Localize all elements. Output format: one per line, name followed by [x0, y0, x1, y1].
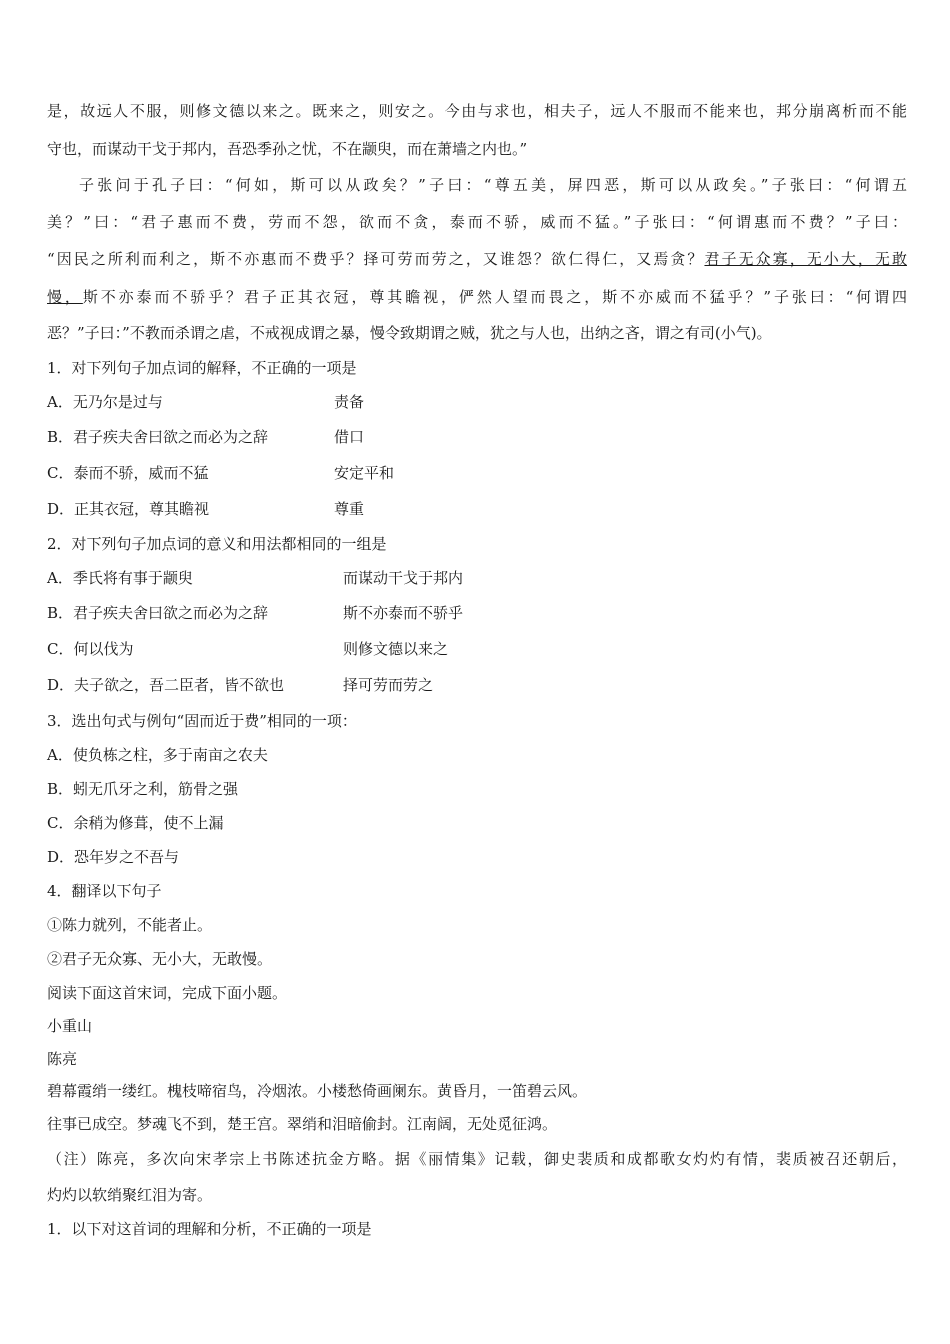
passage-line-7: 恶？”子曰：”不教而杀谓之虐，不戒视成谓之暴，慢令致期谓之贼，犹之与人也，出纳之吝，谓之有司(小气)。	[47, 324, 772, 342]
q4-stem: 4．翻译以下句子	[47, 882, 162, 900]
q1-option-c-gloss: 安定平和	[334, 464, 395, 482]
q1-option-d	[47, 499, 907, 519]
q1-option-a-gloss: 责备	[334, 393, 365, 411]
poem-title: 小重山	[47, 1017, 93, 1035]
q3-stem: 3．选出句式与例句“固而近于费”相同的一项：	[47, 712, 357, 730]
underlined-sentence-part-1: 君子无众寡，无小大，无敢	[704, 250, 907, 268]
poem-author: 陈亮	[47, 1050, 78, 1068]
q2-stem: 2．对下列句子加点词的意义和用法都相同的一组是	[47, 535, 387, 553]
q2-option-d-label: D．夫子欲之，吾二臣者，皆不欲也	[47, 676, 285, 694]
q2-option-a-label: A．季氏将有事于颛臾	[47, 569, 193, 587]
q1-option-c	[47, 463, 907, 483]
passage-line-5-text: “因民之所利而利之，斯不亦惠而不费乎？择可劳而劳之，又谁怨？欲仁得仁，又焉贪？	[47, 250, 705, 268]
poem-note-line-1: （注）陈亮，多次向宋孝宗上书陈述抗金方略。据《丽情集》记载，御史裴质和成都歌女灼灼有情，裴质被召还朝后，	[47, 1150, 907, 1168]
q1-option-d-label: D．正其衣冠，尊其瞻视	[47, 500, 210, 518]
q1-option-c-label: C．泰而不骄，威而不猛	[47, 464, 209, 482]
underlined-sentence-part-2: 慢，	[47, 288, 83, 306]
poem-note-line-2: 灼灼以软绡聚红泪为寄。	[47, 1186, 213, 1204]
poem-intro: 阅读下面这首宋词，完成下面小题。	[47, 984, 288, 1002]
q3-option-a: A．使负栋之柱，多于南亩之农夫	[47, 746, 268, 764]
passage-line-6	[47, 287, 907, 307]
q2-option-c-label: C．何以伐为	[47, 640, 134, 658]
q1-stem: 1．对下列句子加点词的解释，不正确的一项是	[47, 359, 357, 377]
q3-option-d: D．恐年岁之不吾与	[47, 848, 180, 866]
q2-option-b	[47, 603, 907, 623]
q4-item-1: ①陈力就列，不能者止。	[47, 916, 213, 934]
q2-option-a	[47, 568, 907, 588]
q2-option-d	[47, 675, 907, 695]
q2-option-a-pair: 而谋动干戈于邦内	[343, 569, 464, 587]
poem-line-2: 往事已成空。梦魂飞不到，楚王宫。翠绡和泪暗偷封。江南阔，无处觅征鸿。	[47, 1115, 558, 1133]
passage-line-5	[47, 249, 907, 269]
q2-option-c-pair: 则修文德以来之	[343, 640, 449, 658]
q4-item-2: ②君子无众寡、无小大，无敢慢。	[47, 950, 273, 968]
q1-option-b-gloss: 借口	[334, 428, 365, 446]
poem-q1-stem: 1．以下对这首词的理解和分析，不正确的一项是	[47, 1220, 372, 1238]
q1-option-b-label: B．君子疾夫舍曰欲之而必为之辞	[47, 428, 269, 446]
passage-line-4: 美？”曰：“君子惠而不费，劳而不怨，欲而不贪，泰而不骄，威而不猛。”子张曰：“何谓惠而不费？”子曰：	[47, 213, 907, 231]
q1-option-a-label: A．无乃尔是过与	[47, 393, 163, 411]
q1-option-a	[47, 392, 907, 412]
passage-line-2: 守也，而谋动干戈于邦内，吾恐季孙之忧，不在颛臾，而在萧墙之内也。”	[47, 140, 528, 158]
q1-option-d-gloss: 尊重	[334, 500, 365, 518]
q3-option-b: B．蚓无爪牙之利，筋骨之强	[47, 780, 239, 798]
q2-option-d-pair: 择可劳而劳之	[343, 676, 434, 694]
passage-line-1: 是，故远人不服，则修文德以来之。既来之，则安之。今由与求也，相夫子，远人不服而不能来也，邦分崩离析而不能	[47, 102, 907, 120]
q3-option-c: C．余稍为修葺，使不上漏	[47, 814, 224, 832]
passage-line-6-text: 斯不亦泰而不骄乎？君子正其衣冠，尊其瞻视，俨然人望而畏之，斯不亦威而不猛乎？”子张曰：“何谓四	[82, 288, 907, 306]
q1-option-b	[47, 427, 907, 447]
passage-line-3: 子张问于孔子曰：“何如，斯可以从政矣？”子曰：“尊五美，屏四恶，斯可以从政矣。”子张曰：“何谓五	[79, 176, 907, 194]
q2-option-b-label: B．君子疾夫舍曰欲之而必为之辞	[47, 604, 269, 622]
poem-line-1: 碧幕霞绡一缕红。槐枝啼宿鸟，冷烟浓。小楼愁倚画阑东。黄昏月，一笛碧云风。	[47, 1082, 588, 1100]
q2-option-b-pair: 斯不亦泰而不骄乎	[343, 604, 464, 622]
q2-option-c	[47, 639, 907, 659]
